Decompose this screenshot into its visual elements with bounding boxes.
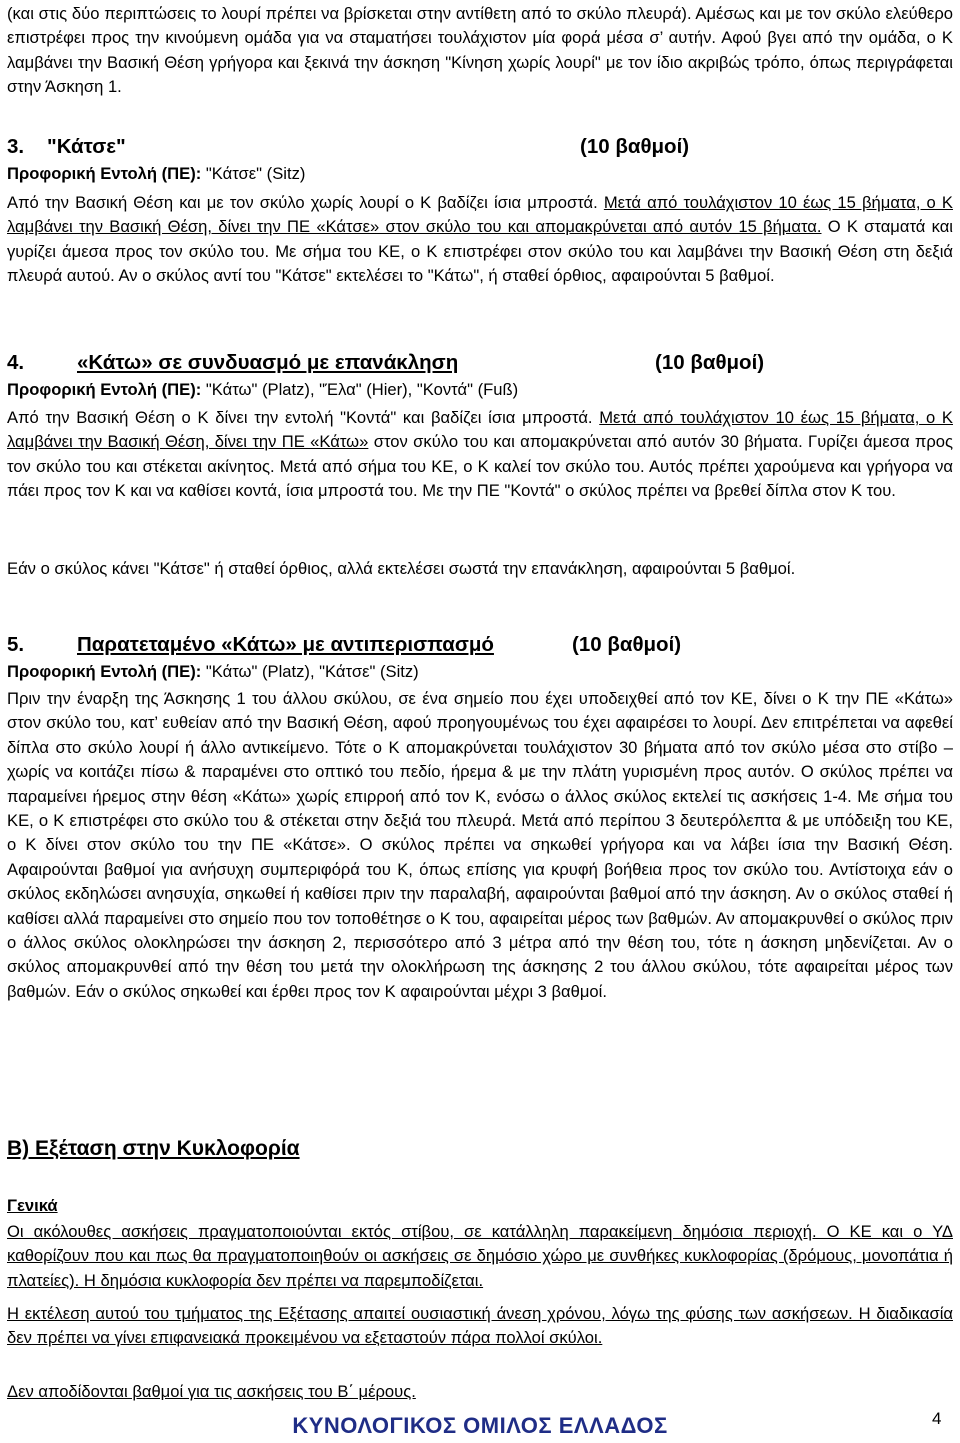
- exercise-5-command-label: Προφορική Εντολή (ΠΕ):: [7, 662, 202, 681]
- exercise-4-number: 4.: [7, 351, 25, 374]
- exercise-3-text-2: Ο Κ σταματά και γυρίζει άμεσα προς τον σκύλο του. Με σήμα του ΚΕ, ο Κ επιστρέφει στον σκύλο του και λαμβάνει την Βασική Θέση στη δεξιά πλευρά αυτού.: [7, 217, 953, 286]
- section-b-paragraph-3: Δεν αποδίδονται βαθμοί για τις ασκήσεις του Β΄ μέρους.: [7, 1382, 416, 1401]
- exercise-3-text-3: Αν ο σκύλος αντί του "Κάτσε" εκτελέσει το "Κάτω", ή σταθεί όρθιος, αφαιρούνται 5 βαθμοί.: [118, 266, 775, 286]
- footer-organization: ΚΥΝΟΛΟΓΙΚΟΣ ΟΜΙΛΟΣ ΕΛΛΑΔΟΣ: [292, 1413, 668, 1438]
- exercise-5-points: (10 βαθμοί): [572, 633, 682, 656]
- exercise-4-description: [7, 406, 953, 504]
- exercise-4-command-label: Προφορική Εντολή (ΠΕ):: [7, 380, 202, 399]
- exercise-4-penalty: Εάν ο σκύλος κάνει "Κάτσε" ή σταθεί όρθιος, αλλά εκτελέσει σωστά την επανάκληση, αφαιρούνται 5 βαθμοί.: [7, 559, 796, 578]
- exercise-4-text-1: Από την Βασική Θέση ο Κ δίνει την εντολή "Κοντά" και βαδίζει ίσια μπροστά.: [7, 408, 593, 427]
- exercise-3-command-label: Προφορική Εντολή (ΠΕ):: [7, 164, 202, 183]
- exercise-5-description: Πριν την έναρξη της Άσκησης 1 του άλλου σκύλου, σε ένα σημείο που έχει υποδειχθεί από τον ΚΕ, δίνει ο Κ την ΠΕ «Κάτω» στον σκύλο του, κατ’ ευθείαν από την Βασική Θέση, αφού προηγουμένως του έχει αφαιρέσει το λουρί. Δεν επιτρέπεται να αφεθεί δίπλα στο σκύλο λουρί ή άλλο αντικείμενο. Τότε ο Κ απομακρύνεται τουλάχιστον 30 βήματα από τον σκύλο μέσα στο στίβο – χωρίς να κοιτάζει πίσω & παραμένει στο οπτικό του πεδίο, ήρεμα & με την πλάτη γυρισμένη προς αυτόν. Ο σκύλος πρέπει να παραμείνει ήρεμος στην θέση «Κάτω» χωρίς επιρροή από τον Κ, ενόσω ο άλλος σκύλος εκτελεί τις ασκήσεις 1-4. Με σήμα του ΚΕ, ο Κ επιστρέφει στο σκύλο του & στέκεται στην δεξιά του πλευρά. Μετά από περίπου 3 δευτερόλεπτα & με υπόδειξη του ΚΕ, ο Κ δίνει στον σκύλο του την ΠΕ «Κάτσε». Ο σκύλος πρέπει να σηκωθεί γρήγορα και να λάβει ίσια την Βασική Θέση. Αφαιρούνται βαθμοί για ανήσυχη συμπεριφόρά του Κ, όπως επίσης για κρυφή βοήθεια προς τον σκύλο του. Αντίστοιχα εάν ο σκύλος εκδηλώσει ανησυχία, σηκωθεί ή καθίσει πριν την παραλαβή, αφαιρούνται βαθμοί από την άσκηση. Αν ο σκύλος σταθεί ή καθίσει αλλά παραμείνει στο σημείο που τον τοποθέτησε ο Κ του, αφαιρείται μέρος των βαθμών. Αν απομακρυνθεί ο σκύλος πριν ο άλλος σκύλος ολοκληρώσει την άσκηση 2, περισσότερο από 3 μέτρα από την θέση του, τότε η άσκηση μηδενίζεται. Αν ο σκύλος απομακρυνθεί από την θέση του μετά την ολοκλήρωση της άσκησης 2 του άλλου σκύλου, τότε αφαιρείται μέρος των βαθμών. Εάν ο σκύλος σηκωθεί και έρθει προς τον Κ αφαιρούνται μέχρι 3 βαθμοί.: [7, 689, 953, 1001]
- intro-text-1: (και στις δύο περιπτώσεις το λουρί πρέπει να βρίσκεται στην αντίθετη από το σκύλο πλευρά). Αμέσως και με τον σκύλο ελεύθερο επιστρέφει προς την κινούμενη ομάδα για να σταματήσει τουλάχιστον μία φορά μέσα σ’ αυτήν.: [7, 4, 953, 48]
- exercise-5-title: Παρατεταμένο «Κάτω» με αντιπερισπασμό: [77, 633, 494, 656]
- exercise-5-command: [7, 660, 953, 684]
- exercise-5-heading: [7, 632, 953, 658]
- exercise-3-heading: [7, 134, 953, 160]
- exercise-3-points: (10 βαθμοί): [580, 135, 690, 158]
- exercise-4-command: [7, 378, 953, 402]
- section-b-heading: Β) Εξέταση στην Κυκλοφορία: [7, 1137, 300, 1160]
- exercise-3-command-value: "Κάτσε" (Sitz): [205, 164, 306, 183]
- exercise-3-title: "Κάτσε": [47, 135, 126, 158]
- general-heading: Γενικά: [7, 1196, 58, 1215]
- exercise-3-command: [7, 162, 953, 186]
- exercise-5-command-value: "Κάτω" (Platz), "Κάτσε" (Sitz): [205, 662, 419, 681]
- exercise-3-text-underlined: Μετά από τουλάχιστον 10 έως 15 βήματα, ο Κ λαμβάνει την Βασική Θέση, δίνει την ΠΕ «Κάτσε» στον σκύλο του και απομακρύνεται από αυτόν 15 βήματα.: [7, 193, 953, 237]
- exercise-5-number: 5.: [7, 633, 25, 656]
- exercise-3-text-1: Από την Βασική Θέση και με τον σκύλο χωρίς λουρί ο Κ βαδίζει ίσια μπροστά.: [7, 193, 598, 212]
- exercise-3-number: 3.: [7, 135, 25, 158]
- exercise-3-description: [7, 191, 953, 289]
- page-number: 4: [932, 1409, 942, 1428]
- exercise-4-title: «Κάτω» σε συνδυασμό με επανάκληση: [77, 351, 459, 374]
- section-b-paragraph-2: Η εκτέλεση αυτού του τμήματος της Εξέτασης απαιτεί ουσιαστική άνεση χρόνου, λόγω της φύσης των ασκήσεων. Η διαδικασία δεν πρέπει να γίνει επιφανειακά προκειμένου να εξεταστούν πάρα πολλοί σκύλοι.: [7, 1304, 953, 1348]
- intro-paragraph: [7, 2, 953, 100]
- section-b-paragraph-1: Οι ακόλουθες ασκήσεις πραγματοποιούνται εκτός στίβου, σε κατάλληλη παρακείμενη δημόσια περιοχή. Ο ΚΕ και ο ΥΔ καθορίζουν που και πως θα πραγματοποιηθούν οι ασκήσεις σε δημόσιο χώρο με συνθήκες κυκλοφορίας (δρόμους, μονοπάτια ή πλατείες). Η δημόσια κυκλοφορία δεν πρέπει να παρεμποδίζεται.: [7, 1222, 953, 1290]
- exercise-4-heading: [7, 350, 953, 376]
- exercise-4-command-value: "Κάτω" (Platz), "Έλα" (Hier), "Κοντά" (Fuß): [205, 380, 519, 399]
- exercise-4-text-2: στον σκύλο του και απομακρύνεται από αυτόν 30 βήματα. Γυρίζει άμεσα προς τον σκύλο του και στέκεται ακίνητος. Μετά από σήμα του ΚΕ, ο Κ καλεί τον σκύλο του. Αυτός πρέπει χαρούμενα και γρήγορα να πάει προς τον Κ και να καθίσει κοντά, ίσια μπροστά του. Με την ΠΕ "Κοντά" ο σκύλος πρέπει να βρεθεί δίπλα στον Κ του.: [7, 432, 953, 501]
- exercise-4-text-underlined: Μετά από τουλάχιστον 10 έως 15 βήματα, ο Κ λαμβάνει την Βασική Θέση, δίνει την ΠΕ «Κάτω»: [7, 408, 953, 452]
- intro-text-2: Αφού βγει από την ομάδα, ο Κ λαμβάνει την Βασική Θέση γρήγορα και ξεκινά την άσκηση "Κίνηση χωρίς λουρί" με τον ίδιο ακριβώς τρόπο, όπως περιγράφεται στην Άσκηση 1.: [7, 28, 953, 97]
- exercise-4-points: (10 βαθμοί): [655, 351, 765, 374]
